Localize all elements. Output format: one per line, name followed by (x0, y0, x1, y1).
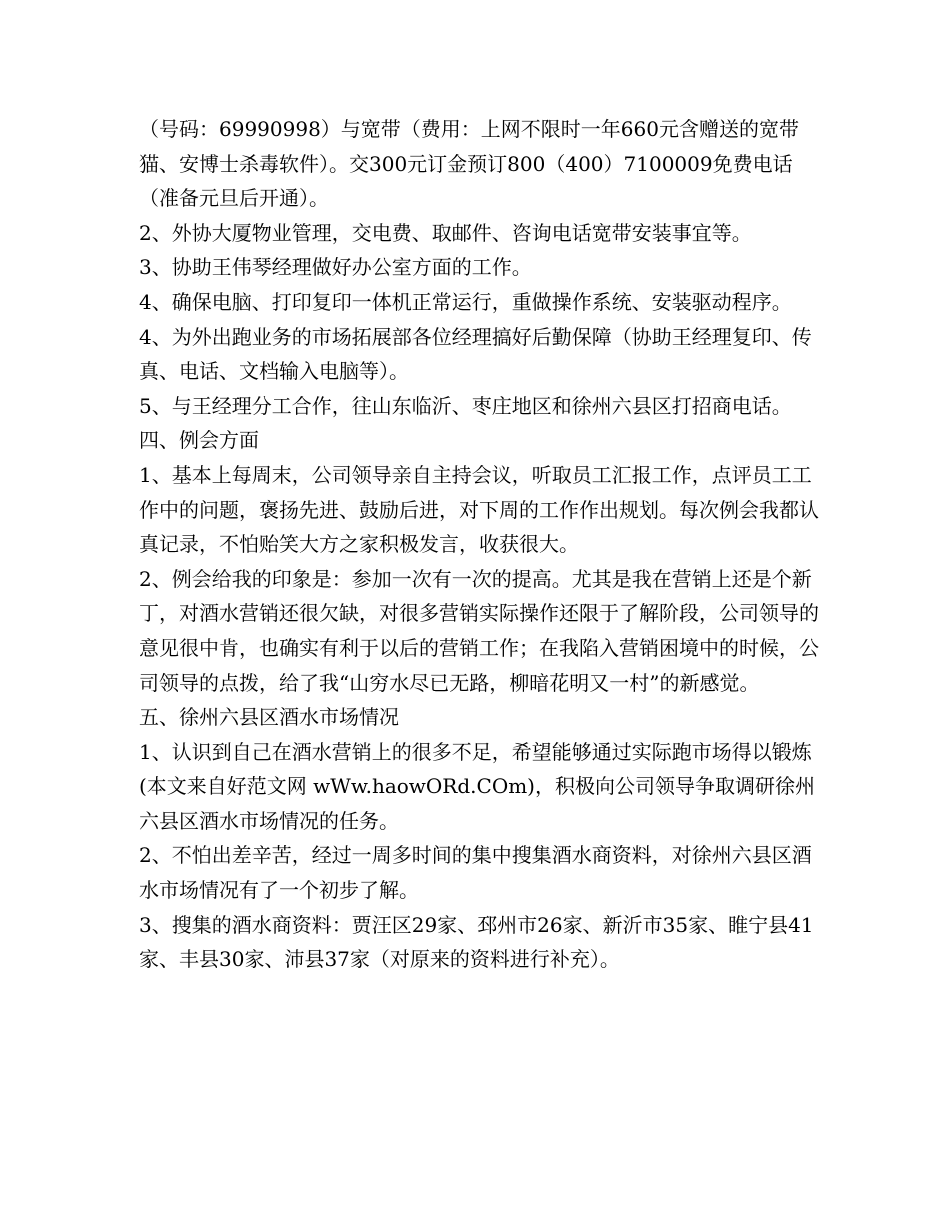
paragraph-dealer-data: 3、搜集的酒水商资料：贾汪区29家、邳州市26家、新沂市35家、睢宁县41家、丰县30家、沛县37家（对原来的资料进行补充）。 (139, 912, 814, 972)
paragraph-equipment-maintenance: 4、确保电脑、打印复印一体机正常运行，重做操作系统、安装驱动程序。 (139, 289, 792, 314)
paragraph-market-research: 1、认识到自己在酒水营销上的很多不足，希望能够通过实际跑市场得以锻炼(本文来自好范文网 wWw.haowORd.COm)，积极向公司领导争取调研徐州六县区酒水市场情况的任务。 (139, 739, 815, 833)
document-body (139, 112, 824, 977)
paragraph-investment-calls: 5、与王经理分工合作，往山东临沂、枣庄地区和徐州六县区打招商电话。 (139, 393, 792, 418)
paragraph-phone-broadband: （号码：69990998）与宽带（费用：上网不限时一年660元含赠送的宽带猫、安博士杀毒软件）。交300元订金预订800（400）7100009免费电话（准备元旦后开通）。 (139, 117, 799, 211)
section-heading-meetings: 四、例会方面 (139, 428, 259, 453)
paragraph-office-assist: 3、协助王伟琴经理做好办公室方面的工作。 (139, 255, 532, 280)
section-heading-market: 五、徐州六县区酒水市场情况 (139, 705, 399, 730)
paragraph-business-trip: 2、不怕出差辛苦，经过一周多时间的集中搜集酒水商资料，对徐州六县区酒水市场情况有了一个初步了解。 (139, 843, 812, 903)
paragraph-weekly-meeting: 1、基本上每周末，公司领导亲自主持会议，听取员工汇报工作，点评员工工作中的问题，褒扬先进、鼓励后进，对下周的工作作出规划。每次例会我都认真记录，不怕贻笑大方之家积极发言，收获很大。 (139, 462, 819, 557)
paragraph-meeting-impression: 2、例会给我的印象是：参加一次有一次的提高。尤其是我在营销上还是个新丁，对酒水营销还很欠缺，对很多营销实际操作还限于了解阶段，公司领导的意见很中肯，也确实有利于以后的营销工作；在我陷入营销困境中的时候，公司领导的点拨，给了我“山穷水尽已无路，柳暗花明又一村”的新感觉。 (139, 566, 819, 695)
paragraph-logistics-support: 4、为外出跑业务的市场拓展部各位经理搞好后勤保障（协助王经理复印、传真、电话、文档输入电脑等）。 (139, 324, 812, 384)
paragraph-property-management: 2、外协大厦物业管理，交电费、取邮件、咨询电话宽带安装事宜等。 (139, 220, 752, 245)
